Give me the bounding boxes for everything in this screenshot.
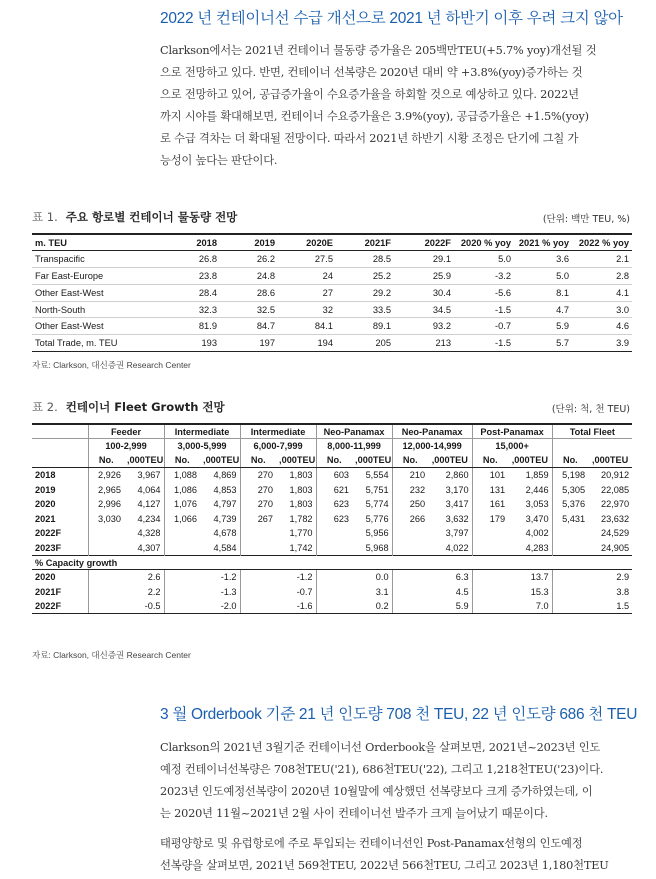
section-heading-orderbook: 3 월 Orderbook 기준 21 년 인도량 708 천 TEU, 22 년 인도량 686 천 TEU	[160, 706, 638, 723]
ship-count-header: No.	[240, 453, 276, 468]
group-header-row	[32, 424, 632, 439]
table-cell: 25.2	[336, 268, 394, 285]
table1-caption	[32, 209, 237, 225]
table-cell: 8.1	[514, 284, 572, 301]
table-cell: 1,803	[289, 470, 313, 481]
table-cell: 26.2	[220, 251, 278, 268]
table-cell: 84.7	[220, 318, 278, 335]
table-cell: 33.5	[336, 301, 394, 318]
fleet-row	[32, 526, 632, 541]
vessel-group-name: Neo-Panamax	[316, 424, 392, 439]
table2-source: 자료: Clarkson, 대신증권 Research Center	[32, 650, 191, 660]
table-cell: 131	[472, 482, 508, 497]
table-cell: 197	[220, 335, 278, 352]
growth-cell: -1.3	[164, 585, 240, 600]
row-label: Other East-West	[32, 318, 162, 335]
table-cell: 1,076	[164, 497, 200, 512]
table-cell: 2,926	[88, 468, 124, 483]
table-cell	[392, 526, 428, 541]
table-cell: 5,776	[365, 513, 389, 524]
table-cell: 4.1	[572, 284, 632, 301]
paragraph-line: 으로 전망하고 있다. 반면, 컨테이너 선복량은 2020년 대비 약 +3.8%(yoy)증가하는 것	[160, 66, 583, 79]
table-cell: 213	[394, 335, 454, 352]
table-cell: 5.0	[514, 268, 572, 285]
post-panamax-paragraph	[160, 833, 632, 877]
growth-cell: 2.6	[88, 570, 164, 585]
vessel-size-range: 3,000-5,999	[164, 439, 240, 454]
table1-number: 표 1.	[32, 210, 58, 224]
table-cell: 1,859	[525, 470, 549, 481]
growth-cell: 0.0	[316, 570, 392, 585]
table-cell: -1.5	[454, 301, 514, 318]
table-cell: 267	[240, 512, 276, 527]
table2-number: 표 2.	[32, 400, 58, 414]
teu-header: ,000TEU	[508, 453, 552, 468]
table-cell: 270	[240, 468, 276, 483]
table-cell: 1,066	[164, 512, 200, 527]
table-cell: 5.7	[514, 335, 572, 352]
column-header: 2022F	[394, 234, 454, 251]
row-label: 2018	[35, 470, 56, 481]
growth-cell: 3.8	[552, 585, 632, 600]
table-cell: 250	[392, 497, 428, 512]
table1-title: 주요 항로별 컨테이너 물동량 전망	[65, 210, 238, 224]
vessel-group-name: Feeder	[88, 424, 164, 439]
table-cell: 194	[278, 335, 336, 352]
table-cell: -3.2	[454, 268, 514, 285]
table-cell: 3,170	[445, 484, 469, 495]
table-cell: 22,970	[601, 499, 630, 510]
column-header: 2020 % yoy	[454, 234, 514, 251]
row-label: 2021F	[35, 586, 62, 597]
table-cell: 3,632	[445, 513, 469, 524]
table-cell	[88, 526, 124, 541]
table-cell: 5,305	[552, 482, 588, 497]
table-cell: 4,584	[213, 542, 237, 553]
table-cell: 24,529	[601, 528, 630, 539]
vessel-size-range: 12,000-14,999	[392, 439, 472, 454]
growth-cell: 0.2	[316, 599, 392, 614]
row-label: 2020	[35, 572, 56, 583]
section-heading: 2022 년 컨테이너선 수급 개선으로 2021 년 하반기 이후 우려 크지 않아	[160, 10, 623, 27]
table-cell: 2,860	[445, 470, 469, 481]
table-cell: 4,127	[137, 499, 161, 510]
ship-count-header: No.	[88, 453, 124, 468]
column-header: 2021 % yoy	[514, 234, 572, 251]
table-cell: 270	[240, 482, 276, 497]
capacity-growth-section-row	[32, 555, 632, 570]
table-cell: 270	[240, 497, 276, 512]
table-cell: 2,965	[88, 482, 124, 497]
row-label: North-South	[32, 301, 162, 318]
growth-cell: 4.5	[392, 585, 472, 600]
table-cell: 29.2	[336, 284, 394, 301]
growth-cell: 2.9	[552, 570, 632, 585]
table-cell: 2,446	[525, 484, 549, 495]
table-cell: -0.7	[454, 318, 514, 335]
growth-cell: 5.9	[392, 599, 472, 614]
paragraph-line: 까지 시야를 확대해보면, 컨테이너 수요증가율은 3.9%(yoy), 공급증가율은 +1.5%(yoy)	[160, 110, 589, 123]
table-cell: 24	[278, 268, 336, 285]
table-cell: 34.5	[394, 301, 454, 318]
paragraph-line: 로 수급 격차는 더 확대될 전망이다. 따라서 2021년 하반기 시황 조정은 단기에 그칠 가	[160, 132, 579, 145]
table-cell: 5.0	[454, 251, 514, 268]
table-cell: 5,968	[365, 542, 389, 553]
table-cell: 1,782	[289, 513, 313, 524]
vessel-group-name: Neo-Panamax	[392, 424, 472, 439]
growth-cell: -1.2	[164, 570, 240, 585]
table-cell: 2,996	[88, 497, 124, 512]
header-corner	[32, 424, 88, 439]
table-cell	[240, 526, 276, 541]
row-label: Total Trade, m. TEU	[32, 335, 162, 352]
table-cell: 81.9	[162, 318, 220, 335]
table-cell	[88, 541, 124, 556]
table-header-row	[32, 234, 632, 251]
vessel-group-name: Intermediate	[164, 424, 240, 439]
table-cell: 4.7	[514, 301, 572, 318]
table-cell: 29.1	[394, 251, 454, 268]
table-cell: 1,770	[289, 528, 313, 539]
growth-cell: -1.6	[240, 599, 316, 614]
table-cell: 5,376	[552, 497, 588, 512]
table-cell: 4,283	[525, 542, 549, 553]
table-row	[32, 318, 632, 335]
table-cell: 27.5	[278, 251, 336, 268]
vessel-size-range: 100-2,999	[88, 439, 164, 454]
growth-cell: 3.1	[316, 585, 392, 600]
table-cell: 5,431	[552, 512, 588, 527]
vessel-group-name: Intermediate	[240, 424, 316, 439]
paragraph-line: 는 2020년 11월~2021년 2월 사이 컨테이너선 발주가 크게 늘어났기 때문이다.	[160, 807, 548, 820]
table-cell: 28.6	[220, 284, 278, 301]
teu-header: ,000TEU	[352, 453, 392, 468]
row-label: 2022F	[35, 528, 62, 539]
table-cell: 27	[278, 284, 336, 301]
ship-count-header: No.	[164, 453, 200, 468]
table-row	[32, 268, 632, 285]
table-cell: 1,742	[289, 542, 313, 553]
table-cell: 4,797	[213, 499, 237, 510]
growth-cell: -2.0	[164, 599, 240, 614]
table-cell: 89.1	[336, 318, 394, 335]
table-cell: 4,678	[213, 528, 237, 539]
table2-title: 컨테이너 Fleet Growth 전망	[65, 400, 225, 414]
table-cell: 1,803	[289, 499, 313, 510]
table-cell: 193	[162, 335, 220, 352]
vessel-group-name: Post-Panamax	[472, 424, 552, 439]
paragraph-line: 예정 컨테이너선복량은 708천TEU('21), 686천TEU('22), 그리고 1,218천TEU('23)이다.	[160, 763, 604, 776]
table-cell: 24.8	[220, 268, 278, 285]
table-cell: 3,797	[445, 528, 469, 539]
paragraph-line: 2023년 인도예정선복량이 2020년 10월말에 예상했던 선복량보다 크게 증가하였는데, 이	[160, 785, 593, 798]
growth-cell: 15.3	[472, 585, 552, 600]
vessel-size-range: 6,000-7,999	[240, 439, 316, 454]
table-cell	[164, 526, 200, 541]
table-cell: 4,328	[137, 528, 161, 539]
table-cell: 3,053	[525, 499, 549, 510]
ship-count-header: No.	[552, 453, 588, 468]
growth-cell: -0.7	[240, 585, 316, 600]
table-cell: 25.9	[394, 268, 454, 285]
teu-header: ,000TEU	[200, 453, 240, 468]
row-label: 2022F	[32, 599, 88, 614]
table-cell: 623	[316, 512, 352, 527]
table-cell: 179	[472, 512, 508, 527]
table-cell	[164, 541, 200, 556]
table2-unit: (단위: 척, 천 TEU)	[551, 404, 630, 415]
table-cell: 3.6	[514, 251, 572, 268]
table-cell: 101	[472, 468, 508, 483]
table-cell: 232	[392, 482, 428, 497]
fleet-row	[32, 468, 632, 483]
header-corner	[32, 453, 88, 468]
growth-row	[32, 570, 632, 585]
growth-row	[32, 599, 632, 614]
growth-cell: 2.2	[88, 585, 164, 600]
ship-count-header: No.	[472, 453, 508, 468]
header-corner	[32, 439, 88, 454]
table-cell: 4,234	[137, 513, 161, 524]
table-cell: 22,085	[601, 484, 630, 495]
table-cell: 621	[316, 482, 352, 497]
table-cell: 1,088	[164, 468, 200, 483]
table-cell: 161	[472, 497, 508, 512]
growth-row	[32, 585, 632, 600]
table-cell	[392, 541, 428, 556]
row-label: 2020	[35, 499, 56, 510]
table-cell: 603	[316, 468, 352, 483]
growth-cell: -0.5	[88, 599, 164, 614]
table-cell: 28.5	[336, 251, 394, 268]
table-cell: 3,030	[88, 512, 124, 527]
table-cell: 20,912	[601, 470, 630, 481]
table-cell: 4,869	[213, 470, 237, 481]
table-cell: -5.6	[454, 284, 514, 301]
table1-source: 자료: Clarkson, 대신증권 Research Center	[32, 360, 191, 370]
paragraph-line: Clarkson에서는 2021년 컨테이너 물동량 증가율은 205백만TEU(+5.7% yoy)개선될 것	[160, 44, 597, 57]
table-cell	[472, 541, 508, 556]
growth-cell: 7.0	[472, 599, 552, 614]
table-cell	[316, 526, 352, 541]
table-cell	[552, 541, 588, 556]
column-header: 2022 % yoy	[572, 234, 632, 251]
table-cell: 5,554	[365, 470, 389, 481]
table-cell: 23,632	[601, 513, 630, 524]
vessel-group-name: Total Fleet	[552, 424, 632, 439]
growth-cell: 1.5	[552, 599, 632, 614]
paragraph-line: 선복량을 살펴보면, 2021년 569천TEU, 2022년 566천TEU, 그리고 2023년 1,180천TEU	[160, 859, 609, 872]
growth-cell: 6.3	[392, 570, 472, 585]
table-cell: 5,956	[365, 528, 389, 539]
teu-header: ,000TEU	[588, 453, 632, 468]
column-header: m. TEU	[32, 234, 162, 251]
table-cell: 3.9	[572, 335, 632, 352]
fleet-row	[32, 482, 632, 497]
table-row	[32, 284, 632, 301]
row-label: Far East-Europe	[32, 268, 162, 285]
table-cell: 4.6	[572, 318, 632, 335]
table1-unit: (단위: 백만 TEU, %)	[542, 214, 630, 225]
paragraph-line: Clarkson의 2021년 3월기준 컨테이너선 Orderbook을 살펴보면, 2021년~2023년 인도	[160, 741, 601, 754]
cargo-volume-table	[32, 233, 632, 352]
table2-caption	[32, 399, 225, 415]
table-cell: 4,002	[525, 528, 549, 539]
table-cell: 2.8	[572, 268, 632, 285]
table-row	[32, 335, 632, 352]
fleet-row	[32, 512, 632, 527]
paragraph-line: 능성이 높다는 판단이다.	[160, 154, 278, 167]
teu-header: ,000TEU	[428, 453, 472, 468]
unit-header-row	[32, 453, 632, 468]
table-cell: 205	[336, 335, 394, 352]
table-cell: 84.1	[278, 318, 336, 335]
paragraph-line: 으로 전망하고 있어, 공급증가율이 수요증가율을 하회할 것으로 예상하고 있다. 2022년	[160, 88, 579, 101]
table-cell: 1,086	[164, 482, 200, 497]
teu-header: ,000TEU	[124, 453, 164, 468]
table-cell: 4,064	[137, 484, 161, 495]
table-cell: 3.0	[572, 301, 632, 318]
column-header: 2021F	[336, 234, 394, 251]
table-cell: 210	[392, 468, 428, 483]
table-cell: 3,470	[525, 513, 549, 524]
column-header: 2018	[162, 234, 220, 251]
table-cell: 3,417	[445, 499, 469, 510]
table-cell: 32.3	[162, 301, 220, 318]
table-cell: 4,307	[137, 542, 161, 553]
table-cell	[472, 526, 508, 541]
column-header: 2019	[220, 234, 278, 251]
table-cell: 4,022	[445, 542, 469, 553]
table-cell: 4,853	[213, 484, 237, 495]
table-cell: 3,967	[137, 470, 161, 481]
vessel-size-range	[552, 439, 632, 454]
table-cell: 5,774	[365, 499, 389, 510]
vessel-size-range: 15,000+	[472, 439, 552, 454]
table-cell	[240, 541, 276, 556]
growth-cell: -1.2	[240, 570, 316, 585]
table-cell: 2.1	[572, 251, 632, 268]
row-label: Transpacific	[32, 251, 162, 268]
row-label: 2021	[35, 513, 56, 524]
table-cell: 5.9	[514, 318, 572, 335]
table-cell: 23.8	[162, 268, 220, 285]
table-row	[32, 301, 632, 318]
row-label: 2023F	[35, 542, 62, 553]
table-cell: 26.8	[162, 251, 220, 268]
table-cell: 266	[392, 512, 428, 527]
fleet-growth-table	[32, 423, 632, 614]
table-cell: 30.4	[394, 284, 454, 301]
table-cell: 623	[316, 497, 352, 512]
table-cell: 1,803	[289, 484, 313, 495]
orderbook-paragraph	[160, 737, 632, 825]
table-cell	[316, 541, 352, 556]
teu-header: ,000TEU	[276, 453, 316, 468]
table-cell: 5,198	[552, 468, 588, 483]
table-cell: 5,751	[365, 484, 389, 495]
growth-cell: 13.7	[472, 570, 552, 585]
ship-count-header: No.	[392, 453, 428, 468]
table-cell: 24,905	[601, 542, 630, 553]
ship-count-header: No.	[316, 453, 352, 468]
section-label: % Capacity growth	[32, 555, 632, 570]
fleet-row	[32, 541, 632, 556]
vessel-size-range: 8,000-11,999	[316, 439, 392, 454]
table-row	[32, 251, 632, 268]
size-range-row	[32, 439, 632, 454]
table-cell: 28.4	[162, 284, 220, 301]
table-cell: 93.2	[394, 318, 454, 335]
table-cell	[552, 526, 588, 541]
row-label: Other East-West	[32, 284, 162, 301]
table-cell: -1.5	[454, 335, 514, 352]
table-cell: 32.5	[220, 301, 278, 318]
column-header: 2020E	[278, 234, 336, 251]
table-cell: 32	[278, 301, 336, 318]
paragraph-line: 태평양항로 및 유럽항로에 주로 투입되는 컨테이너선인 Post-Panamax선형의 인도예정	[160, 837, 583, 850]
intro-paragraph	[160, 40, 632, 172]
row-label: 2019	[35, 484, 56, 495]
table-cell: 4,739	[213, 513, 237, 524]
fleet-row	[32, 497, 632, 512]
